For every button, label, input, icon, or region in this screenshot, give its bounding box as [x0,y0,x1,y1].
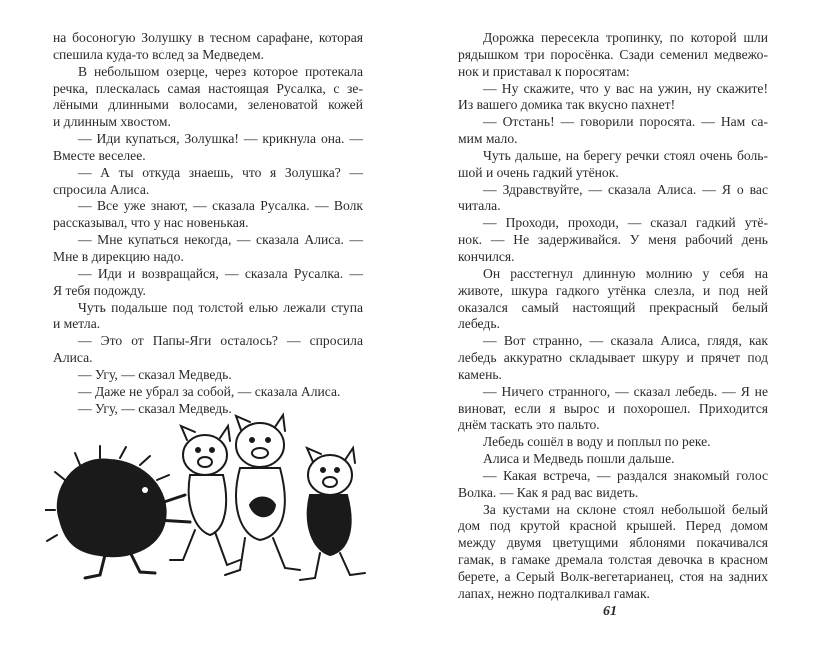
text-line: между двумя цветущими яблонями покачивался [458,535,768,551]
text-line: дом под крутой красной крышей. Перед домом [458,518,768,534]
text-line: виноват, если я вырос и похорошел. Приходится [458,400,768,416]
text-line: шой и очень гадкий утёнок. [458,164,619,180]
text-line: Из вашего домика так вкусно пахнет! [458,97,676,113]
text-line: — Мне купаться некогда, — сказала Алиса. — [78,232,363,248]
text-line: — Здравствуйте, — сказала Алиса. — Я о вас [483,181,768,197]
text-line: лапах, нежно подталкивал гамак. [458,585,650,601]
piglet-figure [300,448,365,580]
piglets-illustration [45,410,395,585]
text-line: — Иди и возвращайся, — сказала Русалка. — [78,265,363,281]
text-line: читала. [458,198,501,214]
text-line: рядышком три поросёнка. Сзади семенил медвежо- [458,46,768,62]
text-line: и длинным хвостом. [53,114,171,130]
text-line: В небольшом озерце, через которое протекала [78,63,363,79]
text-line: камень. [458,366,502,382]
text-line: Лебедь сошёл в воду и поплыл по реке. [483,434,711,450]
text-line: и метла. [53,316,101,332]
text-line: Алиса. [53,350,93,366]
text-line: оказался самый настоящий прекрасный белый [458,299,768,315]
piglet-figure [225,415,300,575]
text-line: гамак, в гамаке дремала толстая девочка в красном [458,552,768,568]
text-line: животе, шкура гадкого утёнка слезла, и под ней [458,282,768,298]
text-line: — Отстань! — говорили поросята. — Нам са- [483,114,768,130]
text-line: — Все уже знают, — сказала Русалка. — Волк [78,198,363,214]
text-line: — Угу, — сказал Медведь. [78,400,232,416]
text-line: Чуть дальше, на берегу речки стоял очень боль- [483,147,768,163]
text-line: — Ну скажите, что у вас на ужин, ну скажите! [483,80,768,96]
text-line: лебедь. [458,316,500,332]
right-page-text [458,30,768,603]
text-line: — Иди купаться, Золушка! — крикнула она. — [78,131,363,147]
text-line: — Это от Папы-Яги осталось? — спросила [78,333,363,349]
text-line: — Какая встреча, — раздался знакомый голос [483,467,768,483]
text-line: — Вот странно, — сказала Алиса, глядя, как [483,333,768,349]
text-line: Он расстегнул длинную молнию у себя на [483,265,768,281]
text-line: — А ты откуда знаешь, что я Золушка? — [78,164,363,180]
left-page-text [53,30,363,417]
text-line: — Ничего странного, — сказал лебедь. — Я не [483,383,768,399]
text-line: нок. — Не задерживайся. У меня рабочий день [458,232,768,248]
text-line: берете, а Серый Волк-вегетарианец, стоя на задних [458,569,768,584]
text-line: рассказывал, что у нас новенькая. [53,215,249,231]
text-line: Мне в дирекцию надо. [53,248,184,264]
text-line: спешила куда-то вслед за Медведем. [53,46,265,62]
text-line: Вместе веселее. [53,147,146,163]
text-line: Дорожка пересекла тропинку, по которой шли [483,30,768,45]
text-line: лебедь аккуратно складывает шкуру и прячет под [458,350,768,366]
text-line: — Даже не убрал за собой, — сказала Алиса. [78,383,341,399]
text-line: на босоногую Золушку в тесном сарафане, которая [53,30,363,45]
text-line: Чуть подальше под толстой елью лежали ступа [78,299,363,315]
text-line: мим мало. [458,131,518,147]
text-line: Алиса и Медведь пошли дальше. [483,451,675,467]
text-line: спросила Алиса. [53,181,150,197]
page-number: 61 [603,604,617,619]
text-line: — Угу, — сказал Медведь. [78,366,232,382]
text-line: Волка. — Как я рад вас видеть. [458,484,639,500]
text-line: кончился. [458,248,515,264]
text-line: лёными длинными волосами, зеленоватой кожей [53,97,363,113]
text-line: днём таскать это пальто. [458,417,600,433]
text-line: речка, плескалась самая настоящая Русалка, с зе- [53,80,363,96]
text-line: нок и приставал к поросятам: [458,63,630,79]
text-line: Я тебя подожду. [53,282,146,298]
text-line: — Проходи, проходи, — сказал гадкий утё- [483,215,768,231]
hedgehog-figure [45,446,190,578]
text-line: За кустами на склоне стоял небольшой белый [483,501,768,517]
